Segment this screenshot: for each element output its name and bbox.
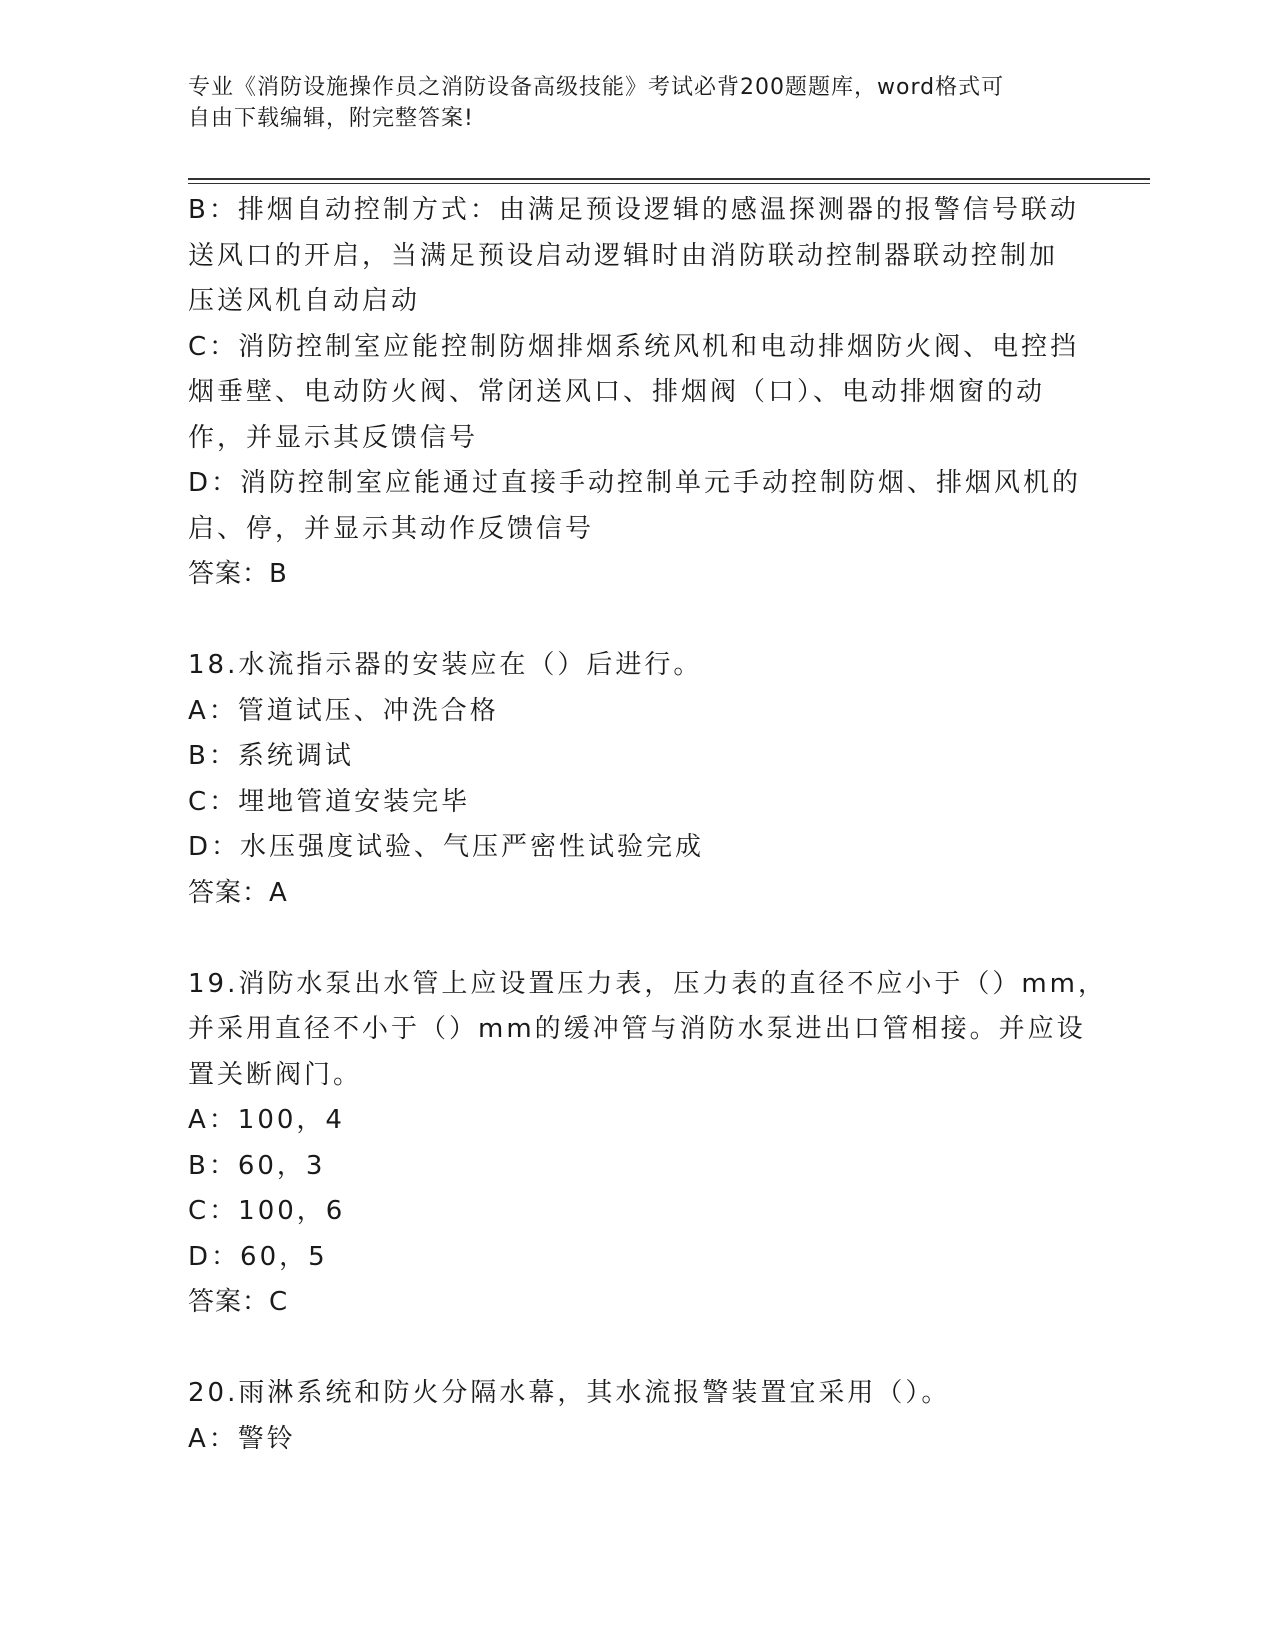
question-19-option-d: D：60，5	[188, 1241, 328, 1272]
question-20-text: 20.雨淋系统和防火分隔水幕，其水流报警装置宜采用（）。	[188, 1378, 951, 1408]
option-d-line-1: D：消防控制室应能通过直接手动控制单元手动控制防烟、排烟风机的	[188, 468, 1082, 498]
question-18-option-d: D：水压强度试验、气压严密性试验完成	[188, 832, 705, 862]
option-c-line-1: C：消防控制室应能控制防烟排烟系统风机和电动排烟防火阀、电控挡	[188, 331, 1080, 362]
question-18	[188, 643, 1088, 916]
spacer	[188, 916, 1088, 962]
option-b-line-2: 送风口的开启，当满足预设启动逻辑时由消防联动控制器联动控制加	[188, 240, 1059, 271]
document-header	[188, 72, 1088, 134]
option-b-line-1: B：排烟自动控制方式：由满足预设逻辑的感温探测器的报警信号联动	[188, 195, 1079, 225]
answer-17: 答案：B	[188, 559, 288, 589]
header-divider	[188, 178, 1150, 180]
spacer	[188, 598, 1088, 644]
question-18-text: 18.水流指示器的安装应在（）后进行。	[188, 650, 703, 680]
question-19-option-c: C：100，6	[188, 1196, 346, 1226]
option-c-line-3: 作，并显示其反馈信号	[188, 422, 479, 453]
question-20	[188, 1371, 1088, 1462]
header-line-1: 专业《消防设施操作员之消防设备高级技能》考试必背200题题库，word格式可	[188, 75, 1005, 100]
question-19-option-b: B：60，3	[188, 1150, 326, 1181]
question-18-option-a: A：管道试压、冲洗合格	[188, 695, 499, 726]
question-20-option-a: A：警铃	[188, 1423, 296, 1454]
option-d-line-2: 启、停，并显示其动作反馈信号	[188, 513, 595, 544]
option-b-line-3: 压送风机自动启动	[188, 286, 421, 316]
question-19	[188, 962, 1108, 1326]
answer-19: 答案：C	[188, 1287, 289, 1317]
question-18-option-b: B：系统调试	[188, 741, 354, 771]
question-content	[188, 188, 1108, 1462]
question-17-continued	[188, 188, 1088, 598]
option-c-line-2: 烟垂壁、电动防火阀、常闭送风口、排烟阀（口）、电动排烟窗的动	[188, 377, 1046, 407]
spacer	[188, 1326, 1088, 1372]
question-19-option-a: A：100，4	[188, 1105, 345, 1135]
question-19-text-line-2: 并采用直径不小于（）mm的缓冲管与消防水泵进出口管相接。并应设	[188, 1014, 1086, 1044]
answer-18: 答案：A	[188, 877, 288, 908]
question-19-text-line-1: 19.消防水泵出水管上应设置压力表，压力表的直径不应小于（）mm，	[188, 968, 1108, 999]
question-18-option-c: C：埋地管道安装完毕	[188, 786, 471, 817]
question-19-text-line-3: 置关断阀门。	[188, 1059, 363, 1090]
header-line-2: 自由下载编辑，附完整答案!	[188, 106, 474, 131]
header-divider-thin	[188, 183, 1150, 184]
